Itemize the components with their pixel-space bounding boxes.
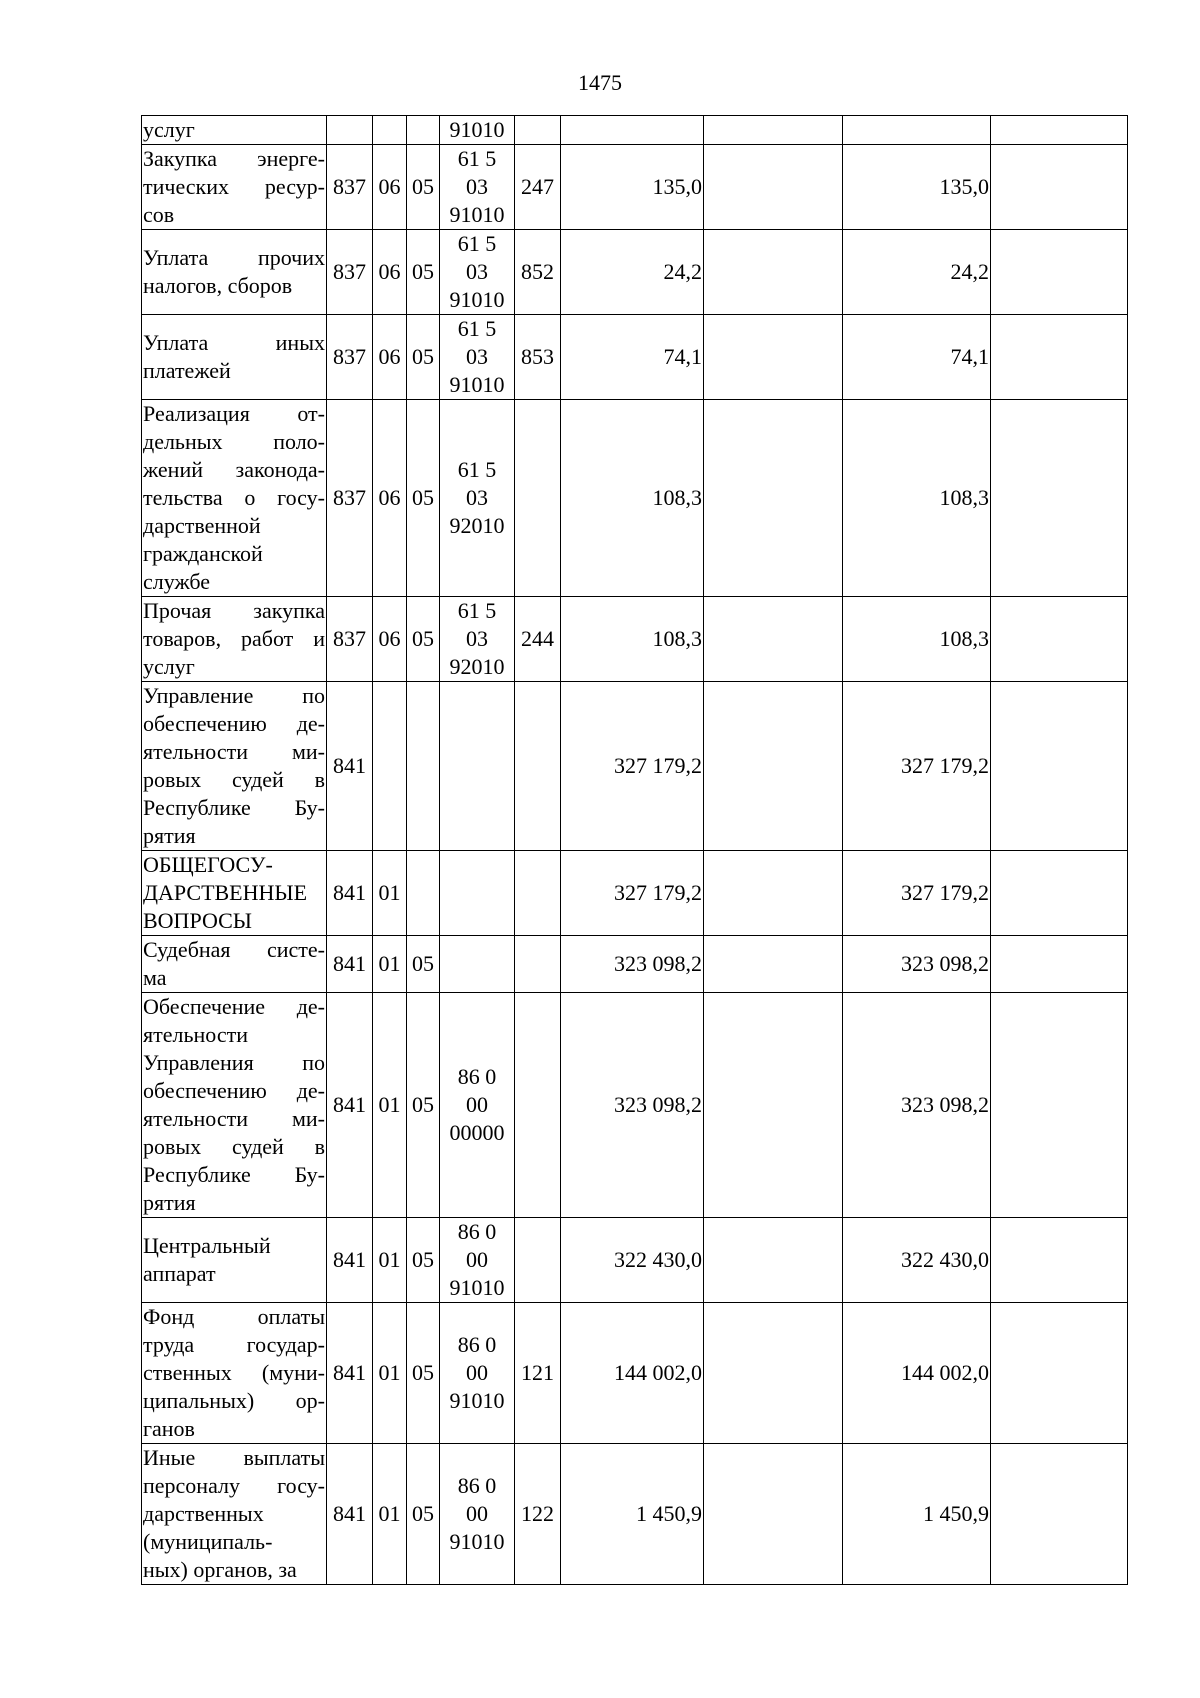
ved-code: 837 xyxy=(327,400,373,597)
amount-federal xyxy=(704,993,843,1218)
row-name xyxy=(142,597,327,682)
empty-cell xyxy=(991,851,1128,936)
amount-federal xyxy=(704,597,843,682)
ved-code: 837 xyxy=(327,145,373,230)
section-code: 01 xyxy=(373,993,407,1218)
budget-table xyxy=(141,115,1128,1585)
subsection-code xyxy=(407,116,440,145)
expense-type-code xyxy=(515,400,561,597)
target-article-code-line: 61 5 xyxy=(457,598,497,623)
row-name xyxy=(142,315,327,400)
row-name-line: тических ресур- xyxy=(143,174,325,199)
expense-type-code: 852 xyxy=(515,230,561,315)
row-name-line: ровых судей в xyxy=(143,767,325,792)
amount-total: 108,3 xyxy=(561,400,704,597)
row-name-line: Прочая закупка xyxy=(143,598,325,623)
row-name-line: сов xyxy=(143,202,175,227)
amount-republic: 322 430,0 xyxy=(843,1218,991,1303)
subsection-code: 05 xyxy=(407,145,440,230)
ved-code: 841 xyxy=(327,1303,373,1444)
target-article-code-line: 91010 xyxy=(449,202,505,227)
row-name-line: обеспечению де- xyxy=(143,1078,325,1103)
row-name xyxy=(142,1444,327,1585)
amount-federal xyxy=(704,682,843,851)
subsection-code: 05 xyxy=(407,936,440,993)
row-name-line: услуг xyxy=(143,117,195,142)
row-name xyxy=(142,993,327,1218)
amount-republic: 1 450,9 xyxy=(843,1444,991,1585)
ved-code: 837 xyxy=(327,315,373,400)
expense-type-code: 122 xyxy=(515,1444,561,1585)
subsection-code: 05 xyxy=(407,597,440,682)
table-row xyxy=(142,682,1128,851)
amount-total: 1 450,9 xyxy=(561,1444,704,1585)
table-row xyxy=(142,116,1128,145)
row-name-line: платежей xyxy=(143,358,231,383)
target-article-code xyxy=(440,1444,515,1585)
amount-total: 144 002,0 xyxy=(561,1303,704,1444)
amount-federal xyxy=(704,1218,843,1303)
ved-code: 841 xyxy=(327,993,373,1218)
row-name-line: Центральный xyxy=(143,1233,271,1258)
section-code: 01 xyxy=(373,1444,407,1585)
table-row xyxy=(142,400,1128,597)
row-name-line: ОБЩЕГОСУ- xyxy=(143,852,273,877)
row-name-line: рятия xyxy=(143,823,196,848)
subsection-code: 05 xyxy=(407,993,440,1218)
row-name-line: ятельности ми- xyxy=(143,739,325,764)
table-row xyxy=(142,936,1128,993)
target-article-code-line: 91010 xyxy=(449,117,505,142)
subsection-code: 05 xyxy=(407,315,440,400)
table-row xyxy=(142,597,1128,682)
row-name-line: ятельности xyxy=(143,1022,248,1047)
amount-republic xyxy=(843,116,991,145)
target-article-code-line: 03 xyxy=(466,485,488,510)
subsection-code xyxy=(407,851,440,936)
row-name xyxy=(142,682,327,851)
amount-total xyxy=(561,116,704,145)
section-code xyxy=(373,682,407,851)
amount-federal xyxy=(704,1303,843,1444)
row-name-line: рятия xyxy=(143,1190,196,1215)
target-article-code xyxy=(440,1218,515,1303)
row-name-line: Управления по xyxy=(143,1050,325,1075)
target-article-code-line: 03 xyxy=(466,174,488,199)
target-article-code-line: 86 0 xyxy=(457,1064,497,1089)
row-name-line: тельства о госу- xyxy=(143,485,325,510)
row-name xyxy=(142,1218,327,1303)
row-name-line: ДАРСТВЕННЫЕ xyxy=(143,880,308,905)
row-name xyxy=(142,145,327,230)
row-name xyxy=(142,230,327,315)
amount-total: 323 098,2 xyxy=(561,993,704,1218)
page-number: 1475 xyxy=(578,70,622,95)
target-article-code-line: 03 xyxy=(466,626,488,651)
empty-cell xyxy=(991,1218,1128,1303)
row-name-line: (муниципаль- xyxy=(143,1529,273,1554)
section-code: 06 xyxy=(373,315,407,400)
target-article-code-line: 61 5 xyxy=(457,146,497,171)
amount-total: 135,0 xyxy=(561,145,704,230)
subsection-code: 05 xyxy=(407,1303,440,1444)
expense-type-code xyxy=(515,993,561,1218)
amount-total: 322 430,0 xyxy=(561,1218,704,1303)
table-row xyxy=(142,993,1128,1218)
row-name-line: Уплата иных xyxy=(143,330,325,355)
amount-republic: 24,2 xyxy=(843,230,991,315)
amount-total: 327 179,2 xyxy=(561,682,704,851)
row-name-line: дельных поло- xyxy=(143,429,325,454)
section-code: 01 xyxy=(373,1303,407,1444)
target-article-code xyxy=(440,851,515,936)
target-article-code xyxy=(440,597,515,682)
expense-type-code xyxy=(515,851,561,936)
target-article-code-line: 91010 xyxy=(449,372,505,397)
section-code: 01 xyxy=(373,851,407,936)
row-name-line: ципальных) ор- xyxy=(143,1388,325,1413)
target-article-code xyxy=(440,936,515,993)
row-name-line: налогов, сборов xyxy=(143,273,293,298)
target-article-code-line: 86 0 xyxy=(457,1332,497,1357)
expense-type-code xyxy=(515,682,561,851)
target-article-code-line: 00 xyxy=(466,1360,488,1385)
target-article-code-line: 92010 xyxy=(449,513,505,538)
row-name-line: Уплата прочих xyxy=(143,245,325,270)
ved-code: 841 xyxy=(327,1218,373,1303)
expense-type-code: 247 xyxy=(515,145,561,230)
row-name-line: услуг xyxy=(143,654,195,679)
target-article-code-line: 03 xyxy=(466,259,488,284)
section-code: 01 xyxy=(373,1218,407,1303)
row-name-line: обеспечению де- xyxy=(143,711,325,736)
target-article-code xyxy=(440,993,515,1218)
row-name xyxy=(142,116,327,145)
row-name-line: Реализация от- xyxy=(143,401,325,426)
expense-type-code xyxy=(515,116,561,145)
amount-republic: 135,0 xyxy=(843,145,991,230)
row-name-line: ственных (муни- xyxy=(143,1360,325,1385)
target-article-code-line: 00 xyxy=(466,1092,488,1117)
subsection-code xyxy=(407,682,440,851)
amount-republic: 108,3 xyxy=(843,597,991,682)
target-article-code-line: 91010 xyxy=(449,1388,505,1413)
section-code xyxy=(373,116,407,145)
table-row xyxy=(142,851,1128,936)
empty-cell xyxy=(991,936,1128,993)
target-article-code-line: 91010 xyxy=(449,287,505,312)
target-article-code-line: 92010 xyxy=(449,654,505,679)
amount-total: 323 098,2 xyxy=(561,936,704,993)
empty-cell xyxy=(991,993,1128,1218)
amount-federal xyxy=(704,851,843,936)
subsection-code: 05 xyxy=(407,400,440,597)
expense-type-code: 121 xyxy=(515,1303,561,1444)
row-name-line: ровых судей в xyxy=(143,1134,325,1159)
expense-type-code xyxy=(515,936,561,993)
amount-federal xyxy=(704,400,843,597)
row-name-line: службе xyxy=(143,569,211,594)
row-name xyxy=(142,936,327,993)
amount-republic: 327 179,2 xyxy=(843,682,991,851)
expense-type-code xyxy=(515,1218,561,1303)
amount-total: 327 179,2 xyxy=(561,851,704,936)
target-article-code-line: 61 5 xyxy=(457,457,497,482)
expense-type-code: 853 xyxy=(515,315,561,400)
row-name-line: ганов xyxy=(143,1416,195,1441)
target-article-code xyxy=(440,682,515,851)
row-name-line: Закупка энерге- xyxy=(143,146,325,171)
row-name-line: Обеспечение де- xyxy=(143,994,325,1019)
row-name-line: дарственной xyxy=(143,513,261,538)
amount-federal xyxy=(704,1444,843,1585)
row-name xyxy=(142,1303,327,1444)
empty-cell xyxy=(991,400,1128,597)
ved-code: 837 xyxy=(327,597,373,682)
amount-republic: 108,3 xyxy=(843,400,991,597)
row-name-line: Управление по xyxy=(143,683,325,708)
empty-cell xyxy=(991,315,1128,400)
table-row xyxy=(142,1218,1128,1303)
row-name-line: ных) органов, за xyxy=(143,1557,297,1582)
amount-republic: 144 002,0 xyxy=(843,1303,991,1444)
amount-federal xyxy=(704,145,843,230)
amount-republic: 323 098,2 xyxy=(843,993,991,1218)
target-article-code xyxy=(440,1303,515,1444)
amount-federal xyxy=(704,230,843,315)
row-name-line: Фонд оплаты xyxy=(143,1304,325,1329)
row-name-line: Республике Бу- xyxy=(143,795,325,820)
target-article-code-line: 86 0 xyxy=(457,1473,497,1498)
row-name xyxy=(142,851,327,936)
target-article-code xyxy=(440,145,515,230)
empty-cell xyxy=(991,597,1128,682)
ved-code: 841 xyxy=(327,851,373,936)
empty-cell xyxy=(991,1444,1128,1585)
table-row xyxy=(142,230,1128,315)
target-article-code xyxy=(440,230,515,315)
subsection-code: 05 xyxy=(407,1444,440,1585)
section-code: 06 xyxy=(373,400,407,597)
row-name-line: жений законода- xyxy=(143,457,325,482)
ved-code: 837 xyxy=(327,230,373,315)
ved-code: 841 xyxy=(327,936,373,993)
row-name xyxy=(142,400,327,597)
amount-total: 74,1 xyxy=(561,315,704,400)
amount-republic: 323 098,2 xyxy=(843,936,991,993)
target-article-code-line: 00000 xyxy=(449,1120,505,1145)
amount-federal xyxy=(704,116,843,145)
empty-cell xyxy=(991,230,1128,315)
table-row xyxy=(142,1303,1128,1444)
row-name-line: товаров, работ и xyxy=(143,626,325,651)
row-name-line: ВОПРОСЫ xyxy=(143,908,252,933)
row-name-line: персоналу госу- xyxy=(143,1473,325,1498)
ved-code: 841 xyxy=(327,1444,373,1585)
row-name-line: дарственных xyxy=(143,1501,264,1526)
table-row xyxy=(142,145,1128,230)
target-article-code xyxy=(440,400,515,597)
target-article-code-line: 86 0 xyxy=(457,1219,497,1244)
row-name-line: Иные выплаты xyxy=(143,1445,325,1470)
row-name-line: ятельности ми- xyxy=(143,1106,325,1131)
target-article-code-line: 61 5 xyxy=(457,231,497,256)
target-article-code-line: 00 xyxy=(466,1247,488,1272)
table-row xyxy=(142,315,1128,400)
row-name-line: аппарат xyxy=(143,1261,216,1286)
row-name-line: труда государ- xyxy=(143,1332,325,1357)
amount-federal xyxy=(704,315,843,400)
row-name-line: Республике Бу- xyxy=(143,1162,325,1187)
target-article-code-line: 61 5 xyxy=(457,316,497,341)
row-name-line: гражданской xyxy=(143,541,263,566)
target-article-code xyxy=(440,116,515,145)
ved-code xyxy=(327,116,373,145)
empty-cell xyxy=(991,116,1128,145)
amount-republic: 74,1 xyxy=(843,315,991,400)
amount-total: 24,2 xyxy=(561,230,704,315)
row-name-line: ма xyxy=(143,965,167,990)
table-row xyxy=(142,1444,1128,1585)
row-name-line: Судебная систе- xyxy=(143,937,325,962)
target-article-code-line: 03 xyxy=(466,344,488,369)
subsection-code: 05 xyxy=(407,230,440,315)
subsection-code: 05 xyxy=(407,1218,440,1303)
expense-type-code: 244 xyxy=(515,597,561,682)
section-code: 01 xyxy=(373,936,407,993)
section-code: 06 xyxy=(373,145,407,230)
amount-republic: 327 179,2 xyxy=(843,851,991,936)
ved-code: 841 xyxy=(327,682,373,851)
empty-cell xyxy=(991,682,1128,851)
section-code: 06 xyxy=(373,230,407,315)
target-article-code-line: 91010 xyxy=(449,1529,505,1554)
section-code: 06 xyxy=(373,597,407,682)
target-article-code xyxy=(440,315,515,400)
amount-total: 108,3 xyxy=(561,597,704,682)
amount-federal xyxy=(704,936,843,993)
empty-cell xyxy=(991,145,1128,230)
empty-cell xyxy=(991,1303,1128,1444)
target-article-code-line: 00 xyxy=(466,1501,488,1526)
target-article-code-line: 91010 xyxy=(449,1275,505,1300)
